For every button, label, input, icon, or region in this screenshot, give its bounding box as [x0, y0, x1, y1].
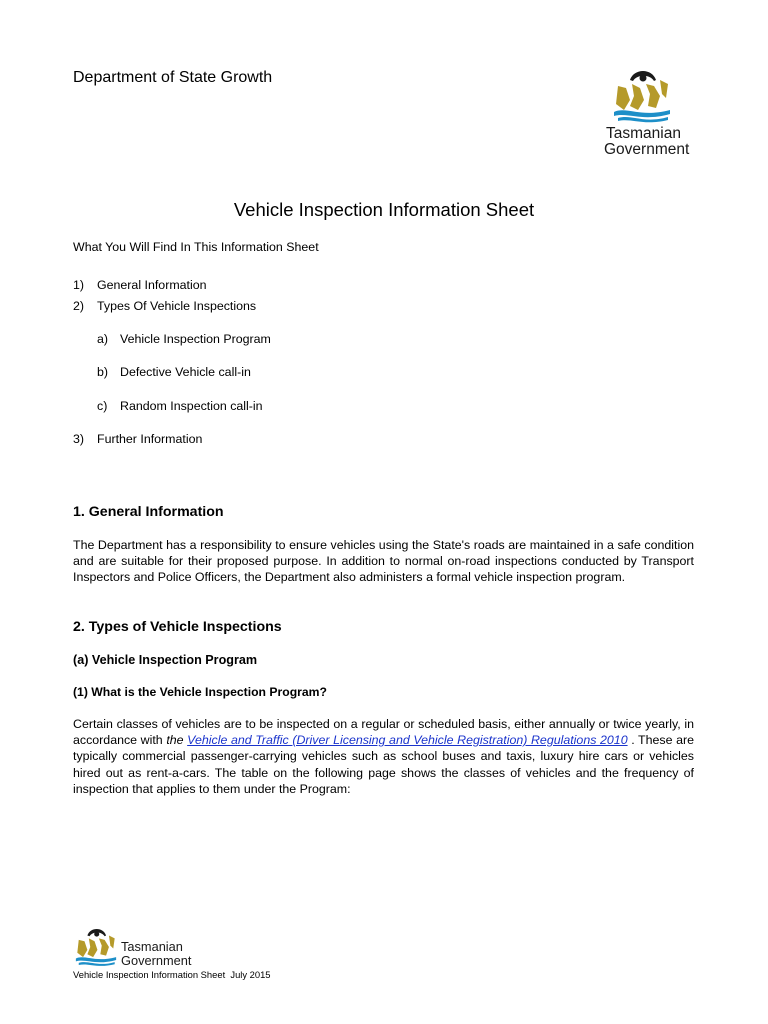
tasmanian-government-logo — [604, 66, 704, 158]
section-heading-general-information: 1. General Information — [73, 504, 224, 520]
toc-item-types-of-vehicle-inspections — [73, 299, 256, 313]
toc-number: b) — [97, 365, 109, 379]
section-heading-types-of-vehicle-inspections: 2. Types of Vehicle Inspections — [73, 619, 282, 635]
question-heading: (1) What is the Vehicle Inspection Program? — [73, 685, 327, 699]
regulations-link[interactable]: Vehicle and Traffic (Driver Licensing and Vehicle Registration) Regulations 2010 — [187, 733, 628, 748]
footer-logo — [73, 925, 213, 971]
section-body-general-information: The Department has a responsibility to ensure vehicles using the State's roads are maintained in a safe condition and are suitable for their proposed purpose. In addition to normal on-road inspections conducted by Transport Inspectors and Police Officers, the Department also administers a formal vehicle inspection program. — [73, 538, 694, 585]
toc-label: Defective Vehicle call-in — [120, 365, 251, 379]
body-text-before-link: Certain classes of vehicles are to be inspected on a regular or scheduled basis, either annually or twice yearly, in accordance with — [73, 717, 694, 748]
toc-intro: What You Will Find In This Information Sheet — [73, 240, 319, 254]
tasmanian-government-crest-icon — [73, 925, 119, 969]
page-title: Vehicle Inspection Information Sheet — [233, 199, 535, 220]
toc-item-general-information — [73, 278, 207, 292]
toc-label: Random Inspection call-in — [120, 399, 263, 413]
toc-label: General Information — [97, 278, 207, 292]
toc-label: Types Of Vehicle Inspections — [97, 299, 257, 313]
logo-line-tasmanian: Tasmanian — [606, 125, 681, 142]
footer-logo-line-tasmanian: Tasmanian — [121, 939, 183, 954]
toc-number: c) — [97, 399, 108, 413]
subsection-heading-vehicle-inspection-program: (a) Vehicle Inspection Program — [73, 653, 258, 667]
logo-line-government: Government — [604, 141, 690, 158]
footer-logo-line-government: Government — [121, 952, 192, 968]
body-text-the: the — [166, 733, 184, 748]
toc-label: Further Information — [97, 432, 203, 446]
toc-number: 2) — [73, 299, 85, 313]
toc-number: 1) — [73, 278, 85, 292]
footer-text: Vehicle Inspection Information Sheet July 2015 — [73, 969, 271, 980]
toc-number: 3) — [73, 432, 85, 446]
department-name: Department of State Growth — [73, 69, 273, 86]
toc-label: Vehicle Inspection Program — [120, 332, 271, 346]
toc-item-defective-vehicle-call-in — [97, 365, 251, 379]
body-text-after-link: . These are typically commercial passenger-carrying vehicles such as school buses and taxis, luxury hire cars or vehicles hired out as rent-a-cars. The table on the following page shows the classes of vehicles and the frequency of inspection that applies to them under the Program: — [73, 733, 694, 796]
toc-item-vehicle-inspection-program — [97, 332, 271, 346]
toc-number: a) — [97, 332, 109, 346]
toc-item-further-information — [73, 432, 202, 446]
tasmanian-government-crest-icon — [610, 66, 674, 126]
section-body-vehicle-inspection-program — [73, 716, 694, 797]
toc-item-random-inspection-call-in — [97, 399, 263, 413]
